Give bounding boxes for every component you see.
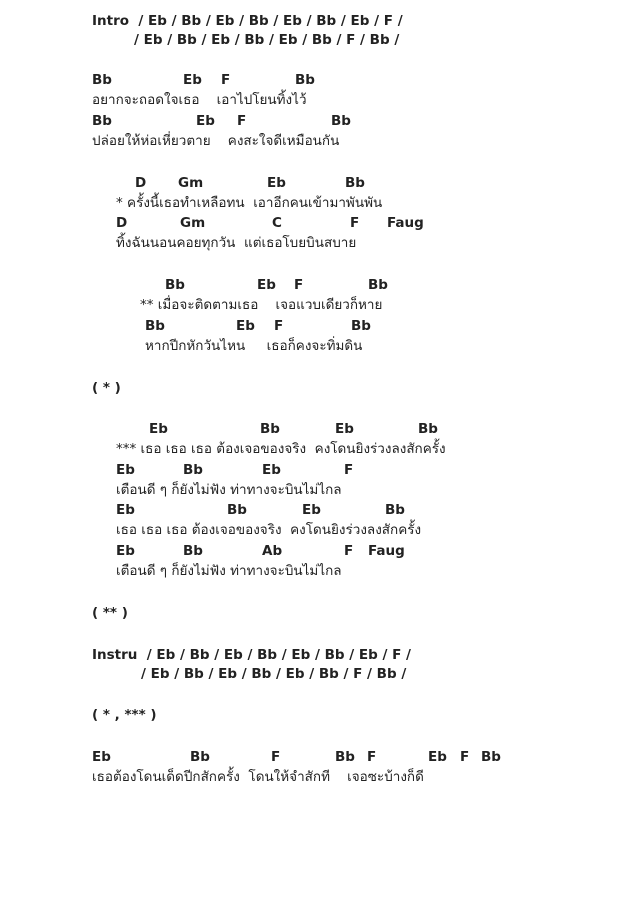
repeat-marker: ( * , *** )	[92, 707, 157, 723]
chord: Bb	[418, 421, 438, 437]
lyric-line: ปล่อยให้ห่อเหี่ยวตาย คงสะใจดีเหมือนกัน	[92, 133, 340, 149]
chord: Eb	[257, 277, 276, 293]
lyric-line: * ครั้งนี้เธอทำเหลือทน เอาอีกคนเข้ามาพันพัน	[116, 195, 383, 211]
chord: F	[350, 215, 360, 231]
lyric-line: เธอต้องโดนเด็ดปีกสักครั้ง โดนให้จำสักที เจอซะบ้างก็ดี	[92, 769, 424, 785]
chord: Bb	[190, 749, 210, 765]
chord: Eb	[183, 72, 202, 88]
chord: Eb	[267, 175, 286, 191]
chord: Gm	[178, 175, 204, 191]
chord: Faug	[368, 543, 405, 559]
chord: C	[272, 215, 282, 231]
instru-line-2: / Eb / Bb / Eb / Bb / Eb / Bb / F / Bb /	[141, 666, 407, 682]
repeat-marker: ( * )	[92, 380, 121, 396]
chord-line	[0, 112, 620, 130]
chord-line	[0, 214, 620, 232]
chord: Bb	[92, 72, 112, 88]
chord: F	[294, 277, 304, 293]
chord: F	[367, 749, 377, 765]
chord: Bb	[183, 543, 203, 559]
chord: Bb	[331, 113, 351, 129]
chord: Bb	[295, 72, 315, 88]
chord: Eb	[149, 421, 168, 437]
chord: Bb	[92, 113, 112, 129]
chord: Eb	[335, 421, 354, 437]
chord: Eb	[428, 749, 447, 765]
intro-line-1: Intro / Eb / Bb / Eb / Bb / Eb / Bb / Eb / F /	[92, 13, 403, 29]
chord-line	[0, 71, 620, 89]
chord: Bb	[165, 277, 185, 293]
chord: F	[344, 543, 354, 559]
chord: F	[221, 72, 231, 88]
lyric-line: เตือนดี ๆ ก็ยังไม่ฟัง ท่าทางจะบินไม่ไกล	[116, 482, 342, 498]
chord: Eb	[302, 502, 321, 518]
lyric-line: อยากจะถอดใจเธอ เอาไปโยนทิ้งไว้	[92, 92, 307, 108]
chord-line	[0, 174, 620, 192]
lyric-line: ทิ้งฉันนอนคอยทุกวัน แต่เธอโบยบินสบาย	[116, 235, 357, 251]
chord: Bb	[351, 318, 371, 334]
lyric-line: *** เธอ เธอ เธอ ต้องเจอของจริง คงโดนยิงร่วงลงสักครั้ง	[116, 441, 446, 457]
chord: Bb	[260, 421, 280, 437]
chord: Bb	[227, 502, 247, 518]
chord-line	[0, 748, 620, 766]
chord: Eb	[196, 113, 215, 129]
chord: F	[271, 749, 281, 765]
chord: F	[344, 462, 354, 478]
chord: D	[135, 175, 147, 191]
lyric-line: เธอ เธอ เธอ ต้องเจอของจริง คงโดนยิงร่วงลงสักครั้ง	[116, 522, 422, 538]
chord: F	[274, 318, 284, 334]
chord: Ab	[262, 543, 283, 559]
chord: D	[116, 215, 128, 231]
chord: F	[460, 749, 470, 765]
chord: Bb	[481, 749, 501, 765]
chord-line	[0, 461, 620, 479]
chord: Bb	[145, 318, 165, 334]
repeat-marker: ( ** )	[92, 605, 128, 621]
chord-line	[0, 501, 620, 519]
chord: Eb	[116, 462, 135, 478]
chord-line	[0, 276, 620, 294]
chord: Eb	[116, 502, 135, 518]
chord: Bb	[368, 277, 388, 293]
chord: Bb	[183, 462, 203, 478]
chord: Eb	[116, 543, 135, 559]
chord: F	[237, 113, 247, 129]
chord: Gm	[180, 215, 206, 231]
lyric-line: ** เมื่อจะติดตามเธอ เจอแวบเดียวก็หาย	[140, 297, 383, 313]
chord: Bb	[345, 175, 365, 191]
chord-line	[0, 317, 620, 335]
chord: Eb	[92, 749, 111, 765]
chord-line	[0, 420, 620, 438]
intro-line-2: / Eb / Bb / Eb / Bb / Eb / Bb / F / Bb /	[134, 32, 400, 48]
chord: Faug	[387, 215, 424, 231]
chord-line	[0, 542, 620, 560]
chord: Bb	[385, 502, 405, 518]
lyric-line: เตือนดี ๆ ก็ยังไม่ฟัง ท่าทางจะบินไม่ไกล	[116, 563, 342, 579]
lyric-line: หากปีกหักวันไหน เธอก็คงจะทิ่มดิน	[145, 338, 363, 354]
chord: Eb	[236, 318, 255, 334]
chord: Eb	[262, 462, 281, 478]
instru-line-1: Instru / Eb / Bb / Eb / Bb / Eb / Bb / Eb / F /	[92, 647, 411, 663]
chord: Bb	[335, 749, 355, 765]
